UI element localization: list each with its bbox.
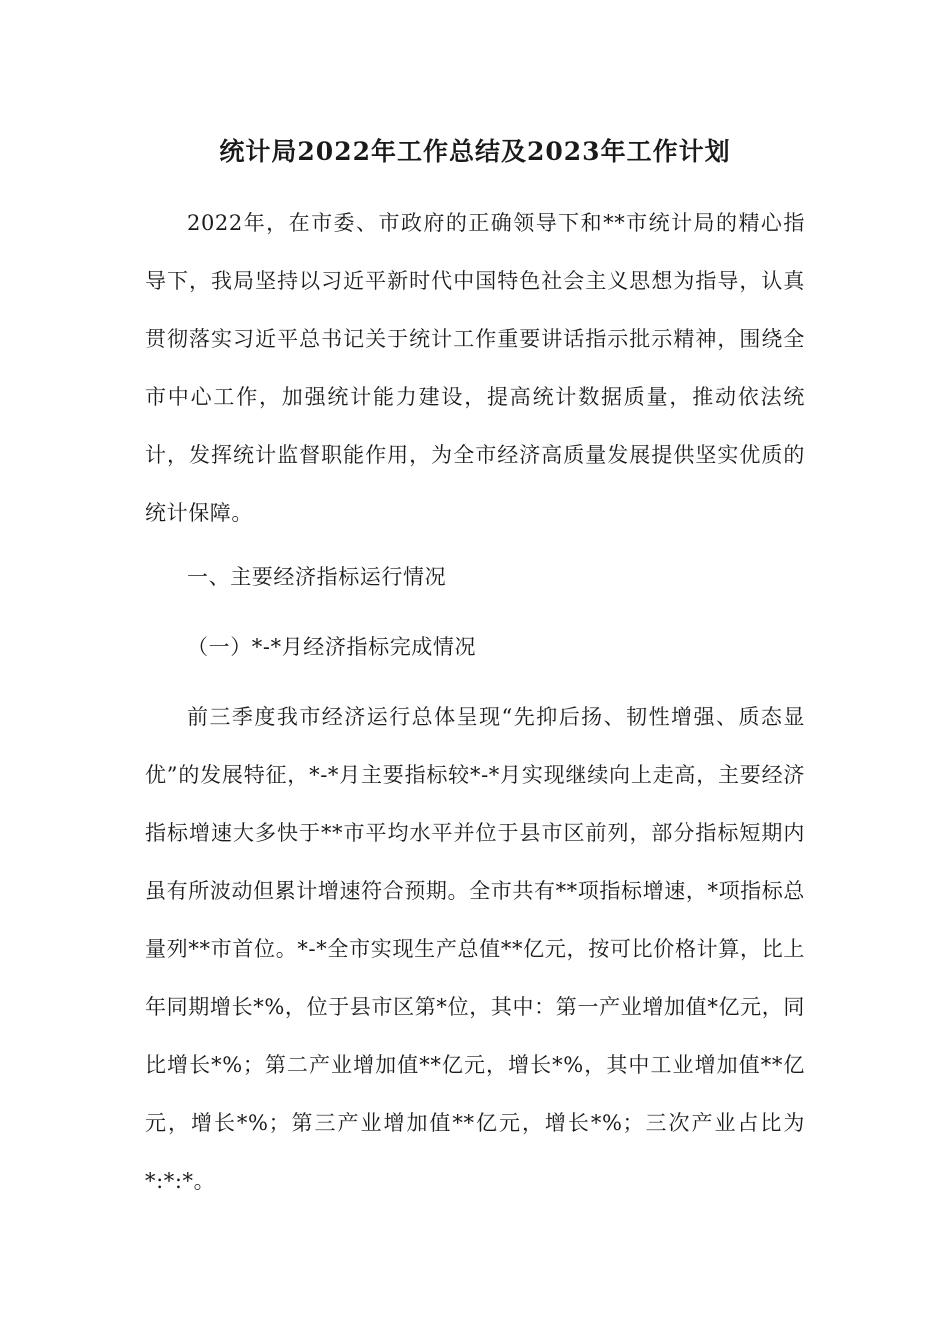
section-heading: 一、主要经济指标运行情况 [187, 565, 447, 589]
document-title: 统计局2022年工作总结及2023年工作计划 [219, 137, 731, 166]
body-paragraph: 前三季度我市经济运行总体呈现“先抑后扬、韧性增强、质态显优”的发展特征，*-*月主要指标较*-*月实现继续向上走高，主要经济指标增速大多快于**市平均水平并位于县市区前列，部分指标短期内虽有所波动但累计增速符合预期。全市共有**项指标增速，*项指标总量列**市首位。*-*全市实现生产总值**亿元，按可比价格计算，比上年同期增长*%，位于县市区第*位，其中：第一产业增加值*亿元，同比增长*%；第二产业增加值**亿元，增长*%，其中工业增加值**亿元，增长*%；第三产业增加值**亿元，增长*%；三次产业占比为*:*:*。 [145, 705, 805, 1193]
intro-paragraph: 2022年，在市委、市政府的正确领导下和**市统计局的精心指导下，我局坚持以习近平新时代中国特色社会主义思想为指导，认真贯彻落实习近平总书记关于统计工作重要讲话指示批示精神，围绕全市中心工作，加强统计能力建设，提高统计数据质量，推动依法统计，发挥统计监督职能作用，为全市经济高质量发展提供坚实优质的统计保障。 [145, 211, 805, 525]
subsection-heading: （一）*-*月经济指标完成情况 [187, 635, 477, 659]
